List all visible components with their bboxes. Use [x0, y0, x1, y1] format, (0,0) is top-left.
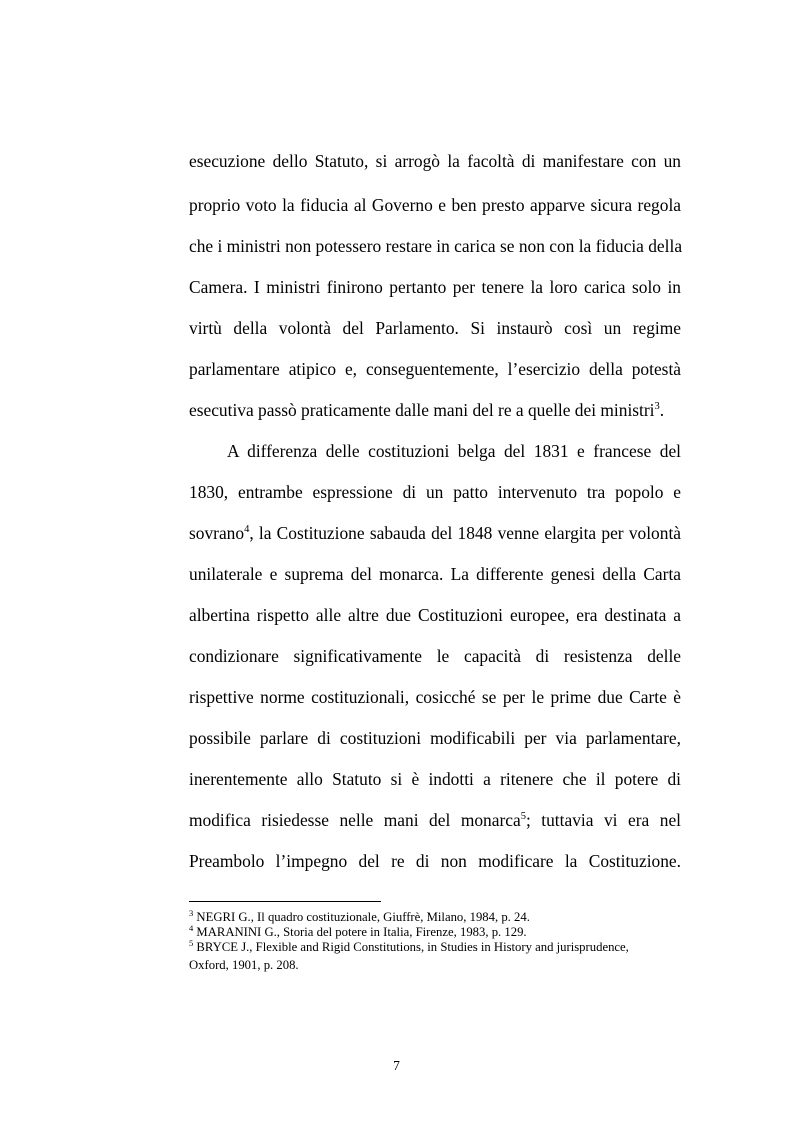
body-line — [189, 810, 681, 830]
footnote-text: NEGRI G., Il quadro costituzionale, Giuffrè, Milano, 1984, p. 24. — [193, 910, 530, 924]
text: , la Costituzione sabauda del 1848 venne elargita per volontà — [249, 523, 681, 543]
text: modifica risiedesse nelle mani del monarca — [189, 810, 521, 830]
page-number: 7 — [393, 1058, 400, 1073]
footnote-ref: 4 — [244, 524, 250, 535]
body-line: rispettive norme costituzionali, cosicché se per le prime due Carte è — [189, 687, 681, 707]
footnote-number: 5 — [189, 938, 194, 948]
body-line: possibile parlare di costituzioni modificabili per via parlamentare, — [189, 728, 681, 748]
body-line — [189, 400, 681, 420]
footnote-ref: 3 — [654, 401, 660, 412]
body-line-indent: A differenza delle costituzioni belga del 1831 e francese del — [227, 441, 681, 461]
footnote-3 — [189, 910, 681, 925]
body-line: Camera. I ministri finirono pertanto per tenere la loro carica solo in — [189, 277, 681, 297]
footnote-number: 4 — [189, 923, 194, 933]
footnote-5 — [189, 940, 681, 955]
body-line: proprio voto la fiducia al Governo e ben presto apparve sicura regola — [189, 195, 681, 215]
footnote-ref: 5 — [520, 811, 526, 822]
body-line: unilaterale e suprema del monarca. La differente genesi della Carta — [189, 564, 681, 584]
text: . — [659, 400, 665, 420]
text: esecutiva passò praticamente dalle mani del re a quelle dei ministri — [189, 400, 655, 420]
text: ; tuttavia vi era nel — [525, 810, 681, 830]
body-line: 1830, entrambe espressione di un patto intervenuto tra popolo e — [189, 482, 681, 502]
footnote-4 — [189, 925, 681, 940]
body-line: condizionare significativamente le capacità di resistenza delle — [189, 646, 681, 666]
body-line: Preambolo l’impegno del re di non modificare la Costituzione. — [189, 851, 681, 871]
footnote-text: BRYCE J., Flexible and Rigid Constitutions, in Studies in History and jurisprudence, — [193, 940, 629, 954]
footnote-5-cont: Oxford, 1901, p. 208. — [189, 958, 299, 972]
body-line: virtù della volontà del Parlamento. Si instaurò così un regime — [189, 318, 681, 338]
body-line: parlamentare atipico e, conseguentemente, l’esercizio della potestà — [189, 359, 681, 379]
footnote-text: MARANINI G., Storia del potere in Italia, Firenze, 1983, p. 129. — [193, 925, 527, 939]
body-line — [189, 523, 681, 543]
body-line: che i ministri non potessero restare in carica se non con la fiducia della — [189, 236, 683, 256]
text: sovrano — [189, 523, 245, 543]
footnote-number: 3 — [189, 908, 194, 918]
footnote-divider — [189, 901, 381, 902]
body-line: albertina rispetto alle altre due Costituzioni europee, era destinata a — [189, 605, 681, 625]
body-line: inerentemente allo Statuto si è indotti a ritenere che il potere di — [189, 769, 681, 789]
body-line: esecuzione dello Statuto, si arrogò la facoltà di manifestare con un — [189, 151, 681, 171]
